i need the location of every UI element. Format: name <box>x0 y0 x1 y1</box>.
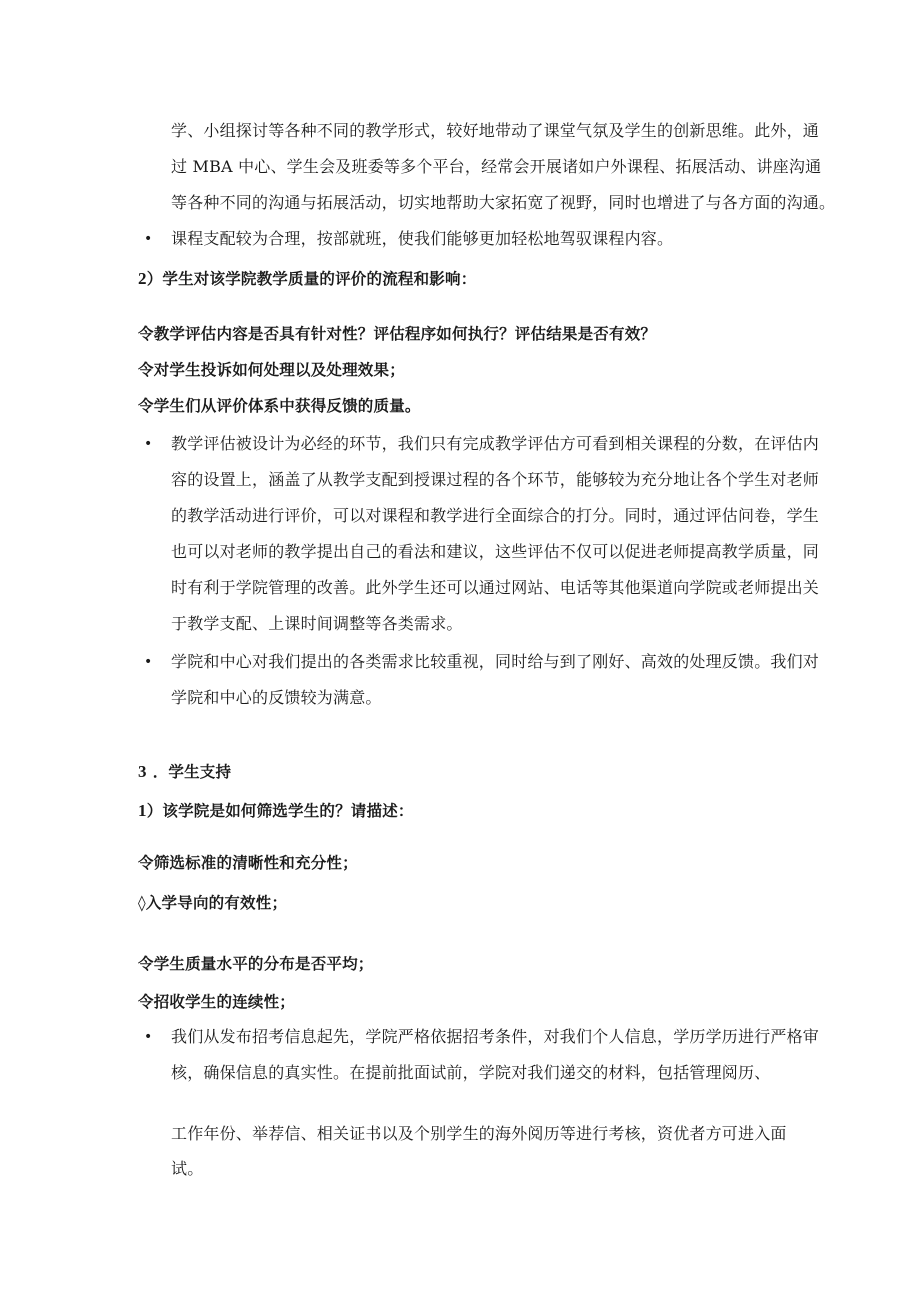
section-number: 3 <box>138 762 147 781</box>
section-heading <box>138 800 414 822</box>
bullet-marker: • <box>144 654 153 670</box>
paragraph-line: 过 MBA 中心、学生会及班委等多个平台，经常会开展诸如户外课程、拓展活动、讲座沟通 <box>171 157 822 176</box>
paragraph-line: 我们从发布招考信息起先，学院严格依据招考条件，对我们个人信息，学历学历进行严格审 <box>171 1027 820 1046</box>
section-heading <box>138 268 476 290</box>
heading-number: 2 <box>138 269 147 288</box>
bullet-marker: • <box>144 231 153 247</box>
section-text: ．学生支持 <box>152 763 232 781</box>
paragraph-line: 的教学活动进行评价，可以对课程和教学进行全面综合的打分。同时，通过评估问卷，学生 <box>171 506 820 525</box>
paragraph-line: 时有利于学院管理的改善。此外学生还可以通过网站、电话等其他渠道向学院或老师提出关 <box>171 578 820 597</box>
paragraph-line: 于教学支配、上课时间调整等各类需求。 <box>171 614 463 633</box>
criteria-item: 令学生质量水平的分布是否平均； <box>138 955 374 973</box>
criteria-item: ◊入学导向的有效性； <box>138 894 288 912</box>
paragraph-line: 核，确保信息的真实性。在提前批面试前，学院对我们递交的材料，包括管理阅历、 <box>171 1063 771 1082</box>
section-title <box>138 761 231 783</box>
criteria-item: 令对学生投诉如何处理以及处理效果； <box>138 361 405 379</box>
paragraph-line: 试。 <box>171 1159 204 1178</box>
paragraph-line: 教学评估被设计为必经的环节，我们只有完成教学评估方可看到相关课程的分数，在评估内 <box>171 434 820 453</box>
bullet-text: 课程支配较为合理，按部就班，使我们能够更加轻松地驾驭课程内容。 <box>171 229 674 248</box>
paragraph-line: 学、小组探讨等各种不同的教学形式，较好地带动了课堂气氛及学生的创新思维。此外，通 <box>171 121 820 140</box>
heading-text: ）学生对该学院教学质量的评价的流程和影响： <box>146 270 477 288</box>
criteria-item: 令招收学生的连续性； <box>138 993 296 1011</box>
paragraph-line: 也可以对老师的教学提出自己的看法和建议，这些评估不仅可以促进老师提高教学质量，同 <box>171 542 820 561</box>
bullet-marker: • <box>144 1029 153 1045</box>
paragraph-line: 等各种不同的沟通与拓展活动，切实地帮助大家拓宽了视野，同时也增进了与各方面的沟通。 <box>171 193 836 212</box>
heading-number: 1 <box>138 801 147 820</box>
criteria-item: 令筛选标准的清晰性和充分性； <box>138 854 358 872</box>
paragraph-line: 学院和中心对我们提出的各类需求比较重视，同时给与到了刚好、高效的处理反馈。我们对 <box>171 652 820 671</box>
paragraph-line: 学院和中心的反馈较为满意。 <box>171 688 382 707</box>
paragraph-line: 容的设置上，涵盖了从教学支配到授课过程的各个环节，能够较为充分地让各个学生对老师 <box>171 470 820 489</box>
paragraph-line: 工作年份、举荐信、相关证书以及个别学生的海外阅历等进行考核，资优者方可进入面 <box>171 1124 787 1143</box>
criteria-item: 令学生们从评价体系中获得反馈的质量。 <box>138 397 421 415</box>
criteria-item: 令教学评估内容是否具有针对性？评估程序如何执行？评估结果是否有效？ <box>138 325 657 343</box>
bullet-marker: • <box>144 436 153 452</box>
heading-text: ）该学院是如何筛选学生的？请描述： <box>146 802 414 820</box>
